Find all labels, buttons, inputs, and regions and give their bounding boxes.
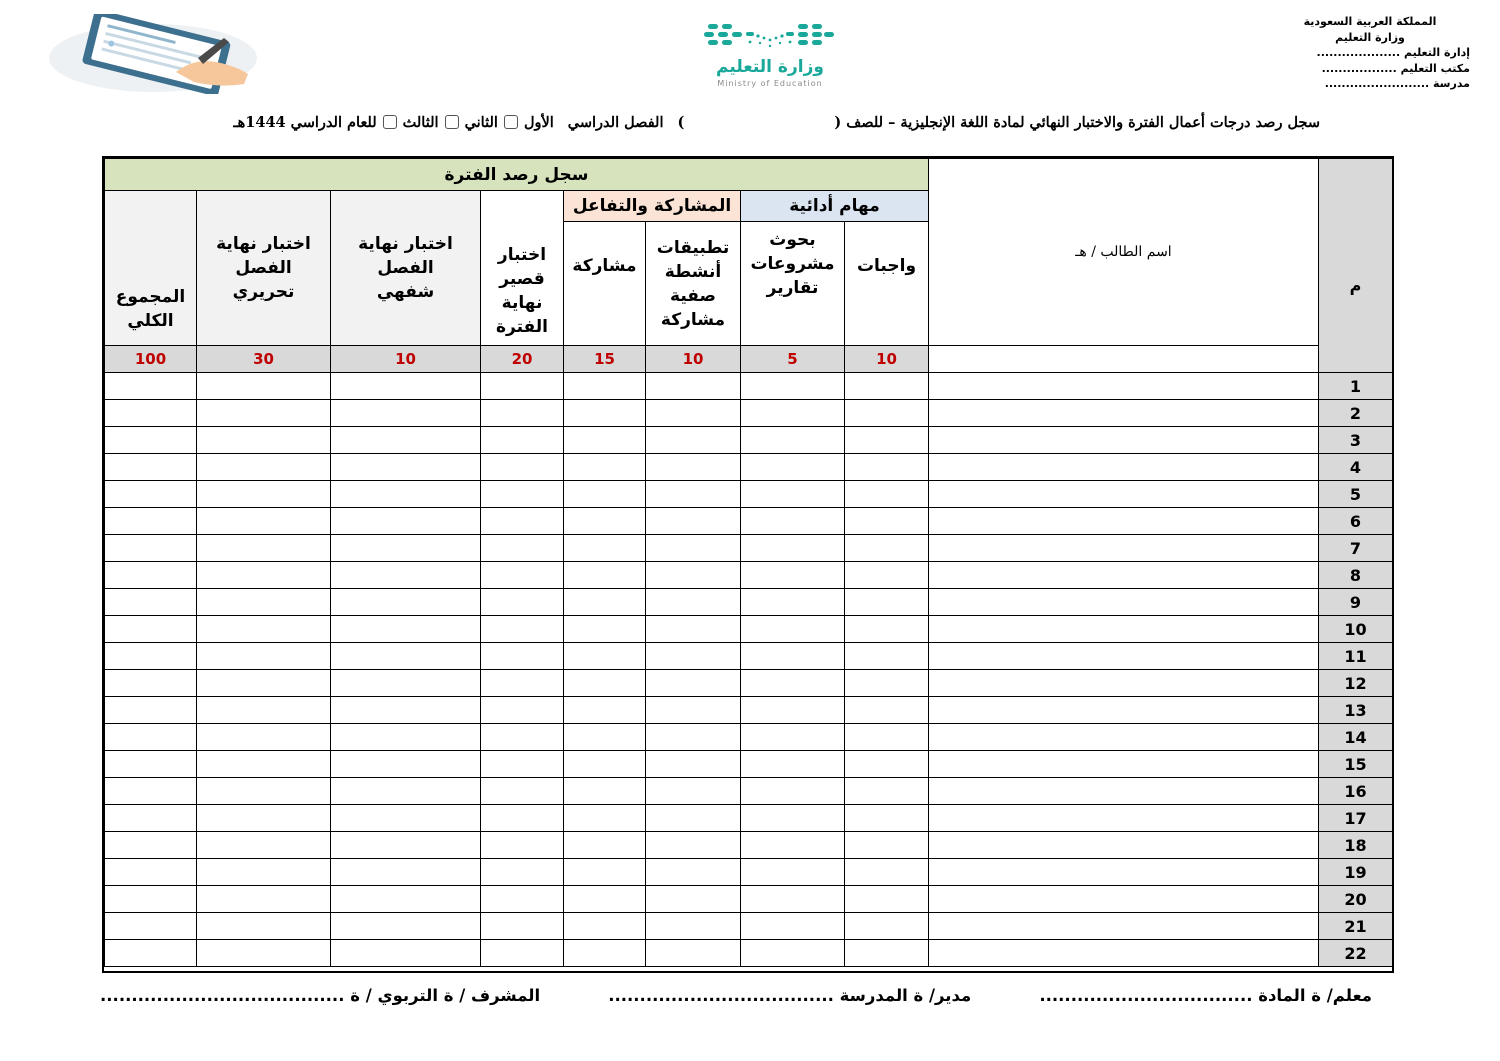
student-rows	[105, 373, 1393, 967]
grade-cell[interactable]	[331, 670, 481, 697]
grade-cell[interactable]	[481, 724, 564, 751]
row-number-cell: 4	[1319, 454, 1393, 481]
grade-cell[interactable]	[197, 535, 331, 562]
grade-cell[interactable]	[331, 400, 481, 427]
row-number-cell: 12	[1319, 670, 1393, 697]
row-number-cell: 19	[1319, 859, 1393, 886]
principal-signature: مدير/ ة المدرسة ....................................	[608, 986, 972, 1005]
education-admin-field: إدارة التعليم ....................	[1316, 46, 1470, 59]
grade-cell[interactable]	[564, 751, 646, 778]
max-mark-cell: 30	[197, 346, 331, 373]
table-row	[105, 751, 1393, 778]
row-number-cell: 2	[1319, 400, 1393, 427]
grade-cell[interactable]	[197, 481, 331, 508]
grade-cell[interactable]	[197, 454, 331, 481]
grade-cell[interactable]	[481, 751, 564, 778]
grade-cell[interactable]	[646, 562, 741, 589]
grade-cell[interactable]	[741, 616, 845, 643]
grade-cell[interactable]	[197, 427, 331, 454]
grade-cell[interactable]	[845, 454, 929, 481]
teacher-signature: معلم/ ة المادة ..................................	[1039, 986, 1372, 1005]
grade-cell[interactable]	[564, 508, 646, 535]
grade-cell[interactable]	[331, 832, 481, 859]
semester-third-checkbox[interactable]	[383, 115, 397, 129]
grade-cell[interactable]	[481, 832, 564, 859]
table-row	[105, 670, 1393, 697]
signature-footer	[100, 986, 1372, 1005]
grade-cell[interactable]	[741, 886, 845, 913]
grade-cell[interactable]	[845, 670, 929, 697]
grade-cell[interactable]	[105, 616, 197, 643]
grade-cell[interactable]	[331, 481, 481, 508]
participation-group-header: المشاركة والتفاعل	[564, 191, 741, 222]
student-name-cell[interactable]	[929, 670, 1319, 697]
grade-cell[interactable]	[564, 400, 646, 427]
grade-cell[interactable]	[197, 589, 331, 616]
grade-cell[interactable]	[646, 886, 741, 913]
performance-group-header: مهام أدائية	[741, 191, 929, 222]
student-name-cell[interactable]	[929, 373, 1319, 400]
grade-cell[interactable]	[646, 616, 741, 643]
grade-cell[interactable]	[646, 670, 741, 697]
row-number-cell: 5	[1319, 481, 1393, 508]
grade-cell[interactable]	[331, 454, 481, 481]
grade-cell[interactable]	[197, 697, 331, 724]
grade-cell[interactable]	[741, 454, 845, 481]
grade-cell[interactable]	[197, 643, 331, 670]
grade-cell[interactable]	[481, 616, 564, 643]
grade-cell[interactable]	[845, 481, 929, 508]
name-spacer-cell	[929, 346, 1319, 373]
student-name-cell[interactable]	[929, 508, 1319, 535]
grade-cell[interactable]	[845, 373, 929, 400]
title-main: سجل رصد درجات أعمال الفترة والاختبار النهائي لمادة اللغة الإنجليزية – للصف (	[834, 113, 1320, 131]
clipboard-icon	[48, 14, 263, 94]
max-mark-cell: 10	[646, 346, 741, 373]
grade-cell[interactable]	[741, 481, 845, 508]
grade-cell[interactable]	[646, 535, 741, 562]
grade-cell[interactable]	[741, 535, 845, 562]
row-number-cell: 13	[1319, 697, 1393, 724]
col-written-exam-header: اختبار نهاية الفصل تحريري	[197, 191, 331, 346]
grade-cell[interactable]	[845, 778, 929, 805]
grade-cell[interactable]	[331, 427, 481, 454]
row-number-cell: 18	[1319, 832, 1393, 859]
grade-cell[interactable]	[105, 940, 197, 967]
row-number-cell: 3	[1319, 427, 1393, 454]
grade-cell[interactable]	[741, 400, 845, 427]
grade-cell[interactable]	[845, 562, 929, 589]
max-mark-cell: 100	[105, 346, 197, 373]
grade-cell[interactable]	[105, 427, 197, 454]
grade-cell[interactable]	[331, 913, 481, 940]
grade-cell[interactable]	[741, 832, 845, 859]
grade-cell[interactable]	[197, 940, 331, 967]
grade-cell[interactable]	[741, 562, 845, 589]
grade-cell[interactable]	[197, 562, 331, 589]
grade-cell[interactable]	[646, 481, 741, 508]
grade-cell[interactable]	[845, 697, 929, 724]
grade-cell[interactable]	[331, 373, 481, 400]
grade-cell[interactable]	[646, 373, 741, 400]
grade-cell[interactable]	[741, 778, 845, 805]
grade-cell[interactable]	[105, 724, 197, 751]
grade-cell[interactable]	[331, 589, 481, 616]
grade-cell[interactable]	[105, 589, 197, 616]
grade-cell[interactable]	[845, 535, 929, 562]
grade-cell[interactable]	[105, 562, 197, 589]
semester-first-checkbox[interactable]	[504, 115, 518, 129]
table-row	[105, 562, 1393, 589]
grade-cell[interactable]	[741, 913, 845, 940]
grades-table	[104, 158, 1393, 967]
grade-cell[interactable]	[845, 913, 929, 940]
table-row	[105, 697, 1393, 724]
grade-cell[interactable]	[646, 832, 741, 859]
grade-cell[interactable]	[481, 643, 564, 670]
grade-cell[interactable]	[646, 508, 741, 535]
grade-cell[interactable]	[197, 670, 331, 697]
grade-cell[interactable]	[564, 697, 646, 724]
grade-cell[interactable]	[564, 670, 646, 697]
grade-cell[interactable]	[105, 508, 197, 535]
grade-cell[interactable]	[197, 724, 331, 751]
row-number-cell: 8	[1319, 562, 1393, 589]
grade-cell[interactable]	[845, 508, 929, 535]
student-name-cell[interactable]	[929, 697, 1319, 724]
semester-second-checkbox[interactable]	[445, 115, 459, 129]
grade-cell[interactable]	[564, 643, 646, 670]
student-name-cell[interactable]	[929, 454, 1319, 481]
table-row	[105, 535, 1393, 562]
student-name-cell[interactable]	[929, 589, 1319, 616]
grade-cell[interactable]	[564, 616, 646, 643]
grade-cell[interactable]	[197, 778, 331, 805]
row-number-cell: 9	[1319, 589, 1393, 616]
grade-cell[interactable]	[646, 751, 741, 778]
grade-cell[interactable]	[331, 643, 481, 670]
grade-cell[interactable]	[481, 508, 564, 535]
row-number-cell: 14	[1319, 724, 1393, 751]
table-row	[105, 832, 1393, 859]
student-name-cell[interactable]	[929, 400, 1319, 427]
grade-cell[interactable]	[845, 400, 929, 427]
grade-cell[interactable]	[646, 724, 741, 751]
grade-cell[interactable]	[646, 454, 741, 481]
grade-cell[interactable]	[564, 535, 646, 562]
row-number-cell: 1	[1319, 373, 1393, 400]
grade-cell[interactable]	[564, 427, 646, 454]
grade-cell[interactable]	[481, 373, 564, 400]
grade-cell[interactable]	[481, 481, 564, 508]
ministry-label: وزارة التعليم	[1335, 30, 1405, 44]
grade-cell[interactable]	[331, 562, 481, 589]
student-name-cell[interactable]	[929, 481, 1319, 508]
student-name-cell[interactable]	[929, 616, 1319, 643]
grade-cell[interactable]	[105, 805, 197, 832]
grade-cell[interactable]	[564, 859, 646, 886]
grade-cell[interactable]	[845, 940, 929, 967]
grade-cell[interactable]	[564, 724, 646, 751]
grade-cell[interactable]	[564, 913, 646, 940]
ministry-logo-mark	[700, 18, 840, 90]
supervisor-signature: المشرف / ة التربوي / ة .......................................	[100, 986, 541, 1005]
grade-cell[interactable]	[741, 751, 845, 778]
grade-cell[interactable]	[481, 778, 564, 805]
semester-second-label: الثاني	[464, 113, 498, 131]
student-name-cell[interactable]	[929, 562, 1319, 589]
student-name-cell[interactable]	[929, 913, 1319, 940]
student-name-cell[interactable]	[929, 805, 1319, 832]
grade-cell[interactable]	[331, 751, 481, 778]
grade-cell[interactable]	[481, 535, 564, 562]
grade-cell[interactable]	[331, 616, 481, 643]
grade-cell[interactable]	[646, 589, 741, 616]
grade-cell[interactable]	[564, 805, 646, 832]
grade-cell[interactable]	[331, 886, 481, 913]
semester-first-label: الأول	[523, 113, 554, 131]
grade-cell[interactable]	[105, 751, 197, 778]
grade-cell[interactable]	[481, 589, 564, 616]
grade-cell[interactable]	[105, 859, 197, 886]
education-office-field: مكتب التعليم ..................	[1321, 61, 1470, 75]
col-research-header: بحوث مشروعات تقارير	[741, 222, 845, 346]
logo-english-text: Ministry of Education	[717, 79, 823, 88]
grade-cell[interactable]	[481, 427, 564, 454]
grade-cell[interactable]	[105, 832, 197, 859]
grade-cell[interactable]	[845, 427, 929, 454]
table-row	[105, 616, 1393, 643]
row-number-cell: 6	[1319, 508, 1393, 535]
grade-cell[interactable]	[741, 805, 845, 832]
student-name-cell[interactable]	[929, 724, 1319, 751]
row-number-cell: 17	[1319, 805, 1393, 832]
grade-cell[interactable]	[564, 778, 646, 805]
school-field: مدرسة .........................	[1324, 77, 1470, 90]
grade-cell[interactable]	[646, 940, 741, 967]
col-oral-exam-header: اختبار نهاية الفصل شفهي	[331, 191, 481, 346]
grade-cell[interactable]	[197, 508, 331, 535]
grade-cell[interactable]	[331, 805, 481, 832]
grade-cell[interactable]	[105, 913, 197, 940]
grade-cell[interactable]	[845, 616, 929, 643]
max-mark-cell: 10	[845, 346, 929, 373]
table-row	[105, 940, 1393, 967]
clipboard-illustration	[48, 14, 263, 94]
grade-cell[interactable]	[197, 751, 331, 778]
grade-cell[interactable]	[481, 886, 564, 913]
ministry-logo	[700, 18, 840, 90]
grade-cell[interactable]	[105, 373, 197, 400]
student-name-cell[interactable]	[929, 886, 1319, 913]
grade-cell[interactable]	[741, 643, 845, 670]
grade-cell[interactable]	[481, 697, 564, 724]
grade-cell[interactable]	[845, 643, 929, 670]
header-info	[1270, 14, 1470, 92]
table-row	[105, 400, 1393, 427]
grade-cell[interactable]	[845, 805, 929, 832]
student-name-cell[interactable]	[929, 859, 1319, 886]
grade-cell[interactable]	[741, 373, 845, 400]
grade-cell[interactable]	[564, 886, 646, 913]
grade-cell[interactable]	[197, 913, 331, 940]
grade-cell[interactable]	[481, 940, 564, 967]
grade-cell[interactable]	[845, 589, 929, 616]
grade-cell[interactable]	[331, 508, 481, 535]
row-number-cell: 7	[1319, 535, 1393, 562]
grade-cell[interactable]	[197, 886, 331, 913]
grade-cell[interactable]	[564, 562, 646, 589]
grade-cell[interactable]	[105, 697, 197, 724]
grade-cell[interactable]	[105, 670, 197, 697]
grade-cell[interactable]	[105, 481, 197, 508]
student-name-cell[interactable]	[929, 751, 1319, 778]
grade-cell[interactable]	[481, 562, 564, 589]
student-name-cell[interactable]	[929, 643, 1319, 670]
grade-cell[interactable]	[741, 940, 845, 967]
grade-cell[interactable]	[105, 535, 197, 562]
grade-cell[interactable]	[331, 778, 481, 805]
grade-cell[interactable]	[845, 832, 929, 859]
max-mark-cell: 20	[481, 346, 564, 373]
grade-cell[interactable]	[646, 913, 741, 940]
table-row	[105, 886, 1393, 913]
row-number-cell: 16	[1319, 778, 1393, 805]
grade-cell[interactable]	[564, 589, 646, 616]
grade-cell[interactable]	[741, 508, 845, 535]
grade-cell[interactable]	[331, 535, 481, 562]
academic-year: للعام الدراسي 1444هـ	[233, 113, 377, 131]
grade-cell[interactable]	[741, 697, 845, 724]
grade-cell[interactable]	[197, 832, 331, 859]
grade-cell[interactable]	[564, 373, 646, 400]
student-name-cell[interactable]	[929, 535, 1319, 562]
table-row	[105, 481, 1393, 508]
table-row	[105, 859, 1393, 886]
period-record-band: سجل رصد الفترة	[105, 159, 929, 191]
grade-cell[interactable]	[845, 724, 929, 751]
grade-cell[interactable]	[845, 886, 929, 913]
table-row	[105, 778, 1393, 805]
table-row	[105, 589, 1393, 616]
max-mark-cell: 15	[564, 346, 646, 373]
grade-cell[interactable]	[197, 616, 331, 643]
max-marks-row	[105, 346, 1393, 373]
grade-cell[interactable]	[564, 832, 646, 859]
table-row	[105, 427, 1393, 454]
student-name-cell[interactable]	[929, 940, 1319, 967]
grade-cell[interactable]	[564, 454, 646, 481]
grade-cell[interactable]	[331, 940, 481, 967]
table-row	[105, 454, 1393, 481]
grade-cell[interactable]	[197, 400, 331, 427]
grade-cell[interactable]	[105, 454, 197, 481]
grade-cell[interactable]	[646, 643, 741, 670]
grade-cell[interactable]	[331, 697, 481, 724]
semester-label: الفصل الدراسي	[567, 113, 664, 131]
table-row	[105, 724, 1393, 751]
grade-cell[interactable]	[481, 805, 564, 832]
col-short-quiz-header: اختبار قصير نهاية الفترة	[481, 191, 564, 346]
table-row	[105, 508, 1393, 535]
student-name-cell[interactable]	[929, 778, 1319, 805]
grade-cell[interactable]	[481, 859, 564, 886]
row-number-cell: 21	[1319, 913, 1393, 940]
grade-cell[interactable]	[564, 481, 646, 508]
grade-cell[interactable]	[105, 886, 197, 913]
student-name-header: اسم الطالب / هـ	[929, 159, 1319, 346]
grade-cell[interactable]	[481, 400, 564, 427]
grade-cell[interactable]	[331, 724, 481, 751]
max-mark-cell: 5	[741, 346, 845, 373]
grade-cell[interactable]	[741, 427, 845, 454]
grade-cell[interactable]	[481, 454, 564, 481]
table-row	[105, 643, 1393, 670]
grade-cell[interactable]	[741, 724, 845, 751]
grade-cell[interactable]	[197, 859, 331, 886]
title-close-paren: )	[677, 113, 685, 131]
max-mark-cell: 10	[331, 346, 481, 373]
grade-cell[interactable]	[741, 859, 845, 886]
grade-cell[interactable]	[646, 778, 741, 805]
table-row	[105, 373, 1393, 400]
grade-cell[interactable]	[845, 751, 929, 778]
grade-cell[interactable]	[646, 859, 741, 886]
logo-arabic-text: وزارة التعليم	[716, 57, 824, 77]
col-activities-header: تطبيقات أنشطة صفية مشاركة	[646, 222, 741, 346]
grade-cell[interactable]	[197, 805, 331, 832]
row-number-cell: 11	[1319, 643, 1393, 670]
grade-cell[interactable]	[481, 913, 564, 940]
row-number-cell: 15	[1319, 751, 1393, 778]
grade-cell[interactable]	[646, 427, 741, 454]
grade-cell[interactable]	[105, 643, 197, 670]
grade-cell[interactable]	[105, 778, 197, 805]
col-participation-header: مشاركة	[564, 222, 646, 346]
form-title	[160, 108, 1320, 136]
grade-cell[interactable]	[741, 670, 845, 697]
grade-cell[interactable]	[197, 373, 331, 400]
row-number-cell: 22	[1319, 940, 1393, 967]
grade-cell[interactable]	[481, 670, 564, 697]
grade-cell[interactable]	[646, 400, 741, 427]
row-number-cell: 10	[1319, 616, 1393, 643]
grade-cell[interactable]	[105, 400, 197, 427]
row-number-header: م	[1319, 159, 1393, 373]
student-name-cell[interactable]	[929, 832, 1319, 859]
grade-cell[interactable]	[564, 940, 646, 967]
table-row	[105, 913, 1393, 940]
student-name-cell[interactable]	[929, 427, 1319, 454]
table-row	[105, 805, 1393, 832]
grade-cell[interactable]	[741, 589, 845, 616]
grade-cell[interactable]	[646, 805, 741, 832]
kingdom-label: المملكة العربية السعودية	[1303, 15, 1437, 28]
row-number-cell: 20	[1319, 886, 1393, 913]
col-total-header: المجموع الكلي	[105, 191, 197, 346]
semester-third-label: الثالث	[402, 113, 439, 131]
grade-cell[interactable]	[646, 697, 741, 724]
grade-cell[interactable]	[331, 859, 481, 886]
col-homework-header: واجبات	[845, 222, 929, 346]
grade-cell[interactable]	[845, 859, 929, 886]
